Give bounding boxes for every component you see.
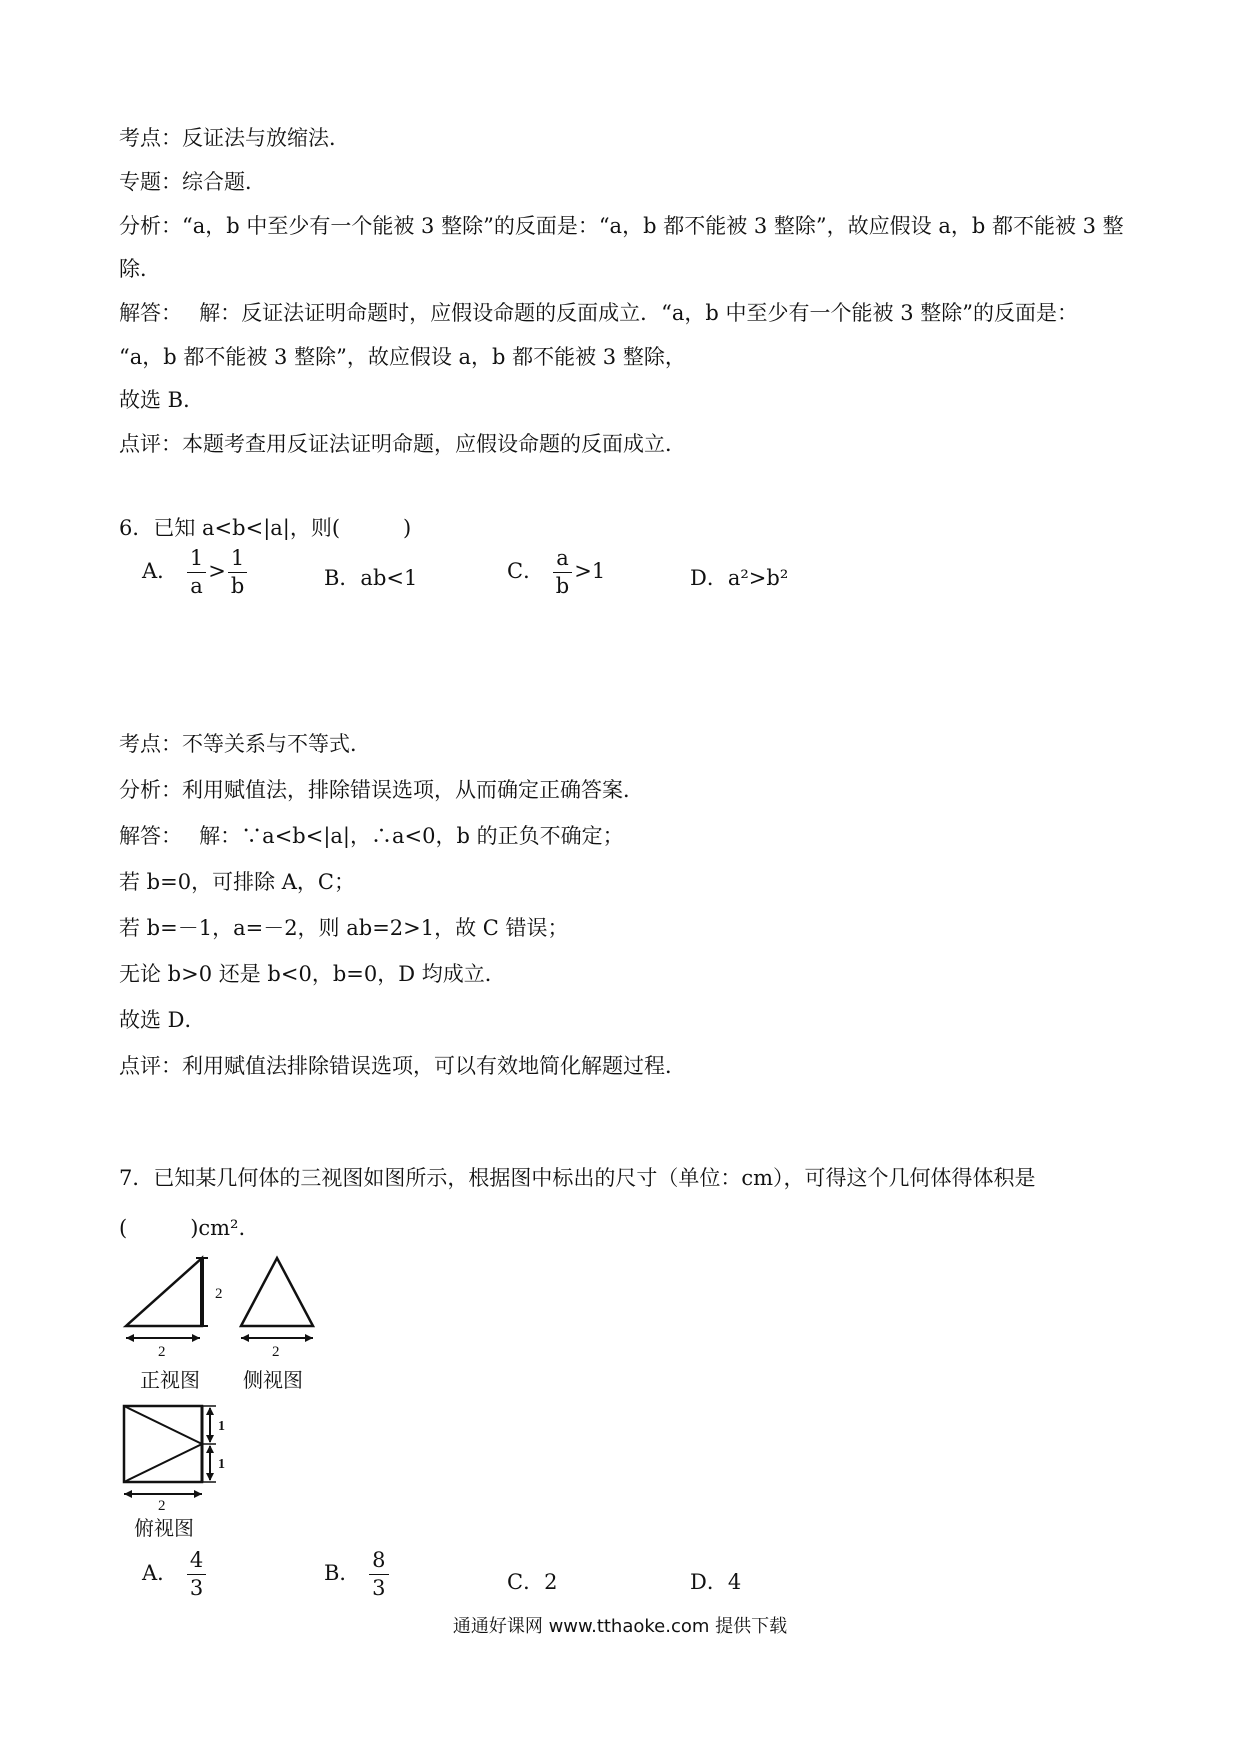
- fraction: [187, 1550, 206, 1599]
- q5-dianping: 点评：本题考查用反证法证明命题，应假设命题的反面成立．: [119, 432, 686, 456]
- arrow-down-icon: [206, 1435, 214, 1443]
- arrow-down-icon: [206, 1473, 214, 1481]
- page-footer: 通通好课网 www.tthaoke.com 提供下载: [452, 1616, 788, 1637]
- denominator: 3: [372, 1576, 386, 1600]
- top-view-upper-label: 1: [218, 1419, 225, 1434]
- q6-dianping: 点评：利用赋值法排除错误选项，可以有效地简化解题过程．: [119, 1054, 686, 1078]
- q7-stem-line1: 7．已知某几何体的三视图如图所示，根据图中标出的尺寸（单位：cm），可得这个几何体得体积是: [119, 1166, 1036, 1190]
- arrow-up-icon: [206, 1445, 214, 1453]
- top-view-caption: 俯视图: [134, 1516, 194, 1540]
- side-view-caption: 侧视图: [243, 1368, 303, 1392]
- numerator: 4: [187, 1550, 206, 1575]
- q6-fenxi: 分析：利用赋值法，排除错误选项，从而确定正确答案．: [119, 778, 644, 802]
- fraction: [187, 548, 206, 597]
- q5-jieda-line2: “a，b 都不能被 3 整除”，故应假设 a，b 都不能被 3 整除，: [119, 345, 686, 369]
- arrow-left-icon: [126, 1334, 134, 1342]
- q6-option-c: [507, 548, 605, 597]
- q6-jieda-line2: 若 b=0，可排除 A，C；: [119, 870, 355, 894]
- arrow-right-icon: [305, 1334, 313, 1342]
- q5-fenxi-line1: 分析：“a，b 中至少有一个能被 3 整除”的反面是：“a，b 都不能被 3 整除”，故应假设 a，b 都不能被 3 整: [119, 214, 1124, 238]
- q5-fenxi-line2: 除．: [119, 257, 161, 281]
- q5-jieda-line3: 故选 B．: [119, 388, 205, 412]
- side-view-width-label: 2: [272, 1344, 280, 1360]
- q6-option-a: [142, 548, 249, 597]
- top-view-square: [124, 1406, 202, 1482]
- q6-jieda-line3: 若 b=－1，a=－2，则 ab=2>1，故 C 错误；: [119, 916, 569, 940]
- q6-stem: 6．已知 a<b<|a|，则( ): [119, 516, 412, 540]
- front-view-triangle: [126, 1258, 202, 1326]
- numerator: a: [553, 548, 572, 573]
- q6-option-d: D．a²>b²: [690, 566, 789, 590]
- numerator: 8: [369, 1550, 388, 1575]
- front-view-caption: 正视图: [140, 1368, 200, 1392]
- denominator: 3: [189, 1576, 204, 1600]
- fraction: [553, 548, 572, 597]
- q7-option-a-label: A．: [142, 1561, 179, 1585]
- front-view-height-label: 2: [215, 1286, 223, 1302]
- side-view-triangle: [241, 1258, 313, 1326]
- top-view-lower-label: 1: [218, 1457, 225, 1472]
- q7-option-a: [142, 1550, 208, 1599]
- q7-option-b: [324, 1550, 391, 1599]
- q6-jieda-line1: 解答： 解：∵a<b<|a|，∴a<0，b 的正负不确定；: [119, 824, 624, 848]
- q6-kaodian: 考点：不等关系与不等式．: [119, 732, 371, 756]
- q7-option-d: D．4: [690, 1570, 742, 1594]
- q5-jieda-line1: 解答： 解：反证法证明命题时，应假设命题的反面成立．“a，b 中至少有一个能被 3 整除”的反面是：: [119, 301, 1078, 325]
- q6-option-c-label: C．: [507, 559, 545, 583]
- denominator: a: [190, 574, 203, 598]
- arrow-right-icon: [192, 1334, 200, 1342]
- top-view-inner-lines: [124, 1406, 202, 1482]
- q6-option-b: B．ab<1: [324, 566, 418, 590]
- numerator: 1: [187, 548, 206, 573]
- top-view-figure: [118, 1400, 228, 1510]
- side-view-figure: [235, 1250, 325, 1360]
- denominator: b: [230, 574, 245, 598]
- denominator: b: [555, 574, 570, 598]
- greater-than-sign: >: [208, 559, 226, 583]
- fraction: [369, 1550, 388, 1599]
- arrow-up-icon: [206, 1407, 214, 1415]
- q7-option-b-label: B．: [324, 1561, 361, 1585]
- arrow-left-icon: [124, 1490, 132, 1498]
- q6-option-a-label: A．: [142, 559, 179, 583]
- q7-stem-line2: ( )cm².: [119, 1216, 246, 1240]
- q5-zhuanti: 专题：综合题．: [119, 170, 266, 194]
- q6-jieda-line4: 无论 b>0 还是 b<0，b=0，D 均成立．: [119, 962, 506, 986]
- arrow-right-icon: [194, 1490, 202, 1498]
- front-view-width-label: 2: [158, 1344, 166, 1360]
- arrow-left-icon: [241, 1334, 249, 1342]
- q6-option-c-rest: >1: [574, 559, 606, 583]
- front-view-figure: [118, 1250, 228, 1360]
- q5-kaodian: 考点：反证法与放缩法．: [119, 126, 350, 150]
- q6-jieda-line5: 故选 D．: [119, 1008, 206, 1032]
- fraction: [228, 548, 247, 597]
- numerator: 1: [228, 548, 247, 573]
- top-view-width-label: 2: [158, 1498, 166, 1510]
- q7-option-c: C．2: [507, 1570, 558, 1594]
